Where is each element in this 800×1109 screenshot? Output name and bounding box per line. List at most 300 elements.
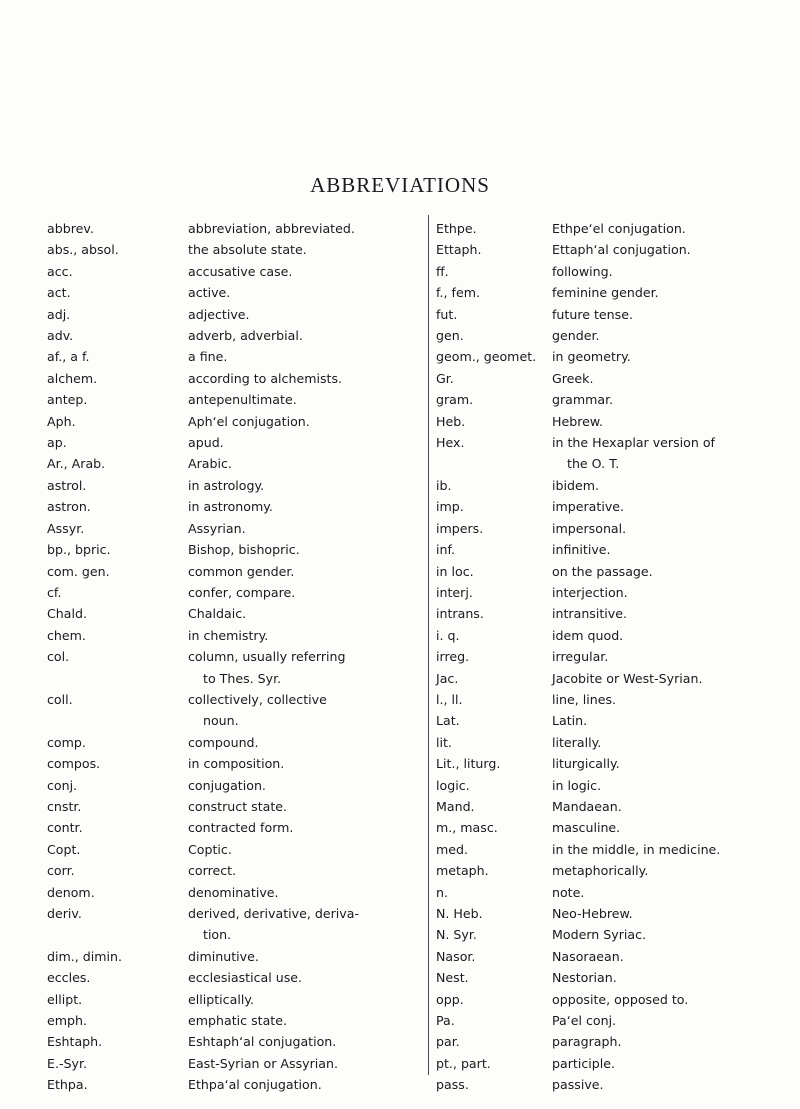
abbreviation-meaning-text: Ethpa‘al conjugation. [188,1077,322,1093]
abbreviation-term: fut. [436,306,458,322]
abbreviation-entry [47,411,425,432]
abbreviation-entry [47,368,425,389]
abbreviation-meaning-text: Coptic. [188,841,232,857]
abbreviation-meaning-text: grammar. [552,392,614,408]
abbreviation-term: alchem. [47,370,98,386]
abbreviation-entry [436,1053,800,1074]
abbreviation-meaning-text: masculine. [552,820,621,836]
abbreviation-entry [47,625,425,646]
abbreviation-meaning-text: ecclesiastical use. [188,970,303,986]
abbreviation-entry [436,325,800,346]
abbreviation-term: par. [436,1034,460,1050]
abbreviation-meaning [552,389,797,410]
abbreviation-meaning [188,432,424,453]
abbreviation-term: logic. [436,777,470,793]
abbreviation-term: acc. [47,263,73,279]
abbreviation-meaning-text: adverb, adverbial. [188,328,303,344]
abbreviation-term: irreg. [436,649,470,665]
abbreviation-term: Copt. [47,841,81,857]
abbreviation-entry [47,218,425,239]
abbreviation-meaning [552,539,797,560]
abbreviation-meaning-text: Greek. [552,370,594,386]
abbreviation-term: Chald. [47,606,87,622]
abbreviation-entry [436,432,800,475]
abbreviation-term: pass. [436,1077,469,1093]
abbreviation-meaning-text: Ethpe‘el conjugation. [552,221,686,236]
abbreviation-meaning [188,368,424,389]
abbreviation-meaning-text: Bishop, bishopric. [188,542,300,558]
abbreviation-meaning [188,282,424,303]
abbreviation-entry [47,732,425,753]
abbreviation-term: Ar., Arab. [47,456,106,472]
abbreviation-meaning [552,325,797,346]
abbreviation-meaning [188,732,424,753]
abbreviation-entry [436,261,800,282]
abbreviation-meaning [552,946,797,967]
abbreviation-term: ib. [436,477,452,493]
abbreviation-meaning-text: East-Syrian or Assyrian. [188,1055,338,1071]
column-divider [428,215,429,1075]
abbreviation-entry [436,882,800,903]
abbreviation-entry [47,753,425,774]
abbreviation-meaning [552,753,797,774]
abbreviation-meaning [188,539,424,560]
abbreviation-entry [436,389,800,410]
abbreviation-meaning-text: common gender. [188,563,295,579]
abbreviation-term: corr. [47,863,75,879]
abbreviation-term: cnstr. [47,798,82,814]
abbreviation-meaning [552,1010,797,1031]
abbreviation-entry [436,518,800,539]
abbreviation-term: metaph. [436,863,489,879]
abbreviation-term: astron. [47,499,91,515]
abbreviation-meaning [188,389,424,410]
abbreviation-term: interj. [436,584,473,600]
abbreviation-meaning-text: on the passage. [552,563,653,579]
abbreviation-meaning [552,839,797,860]
abbreviation-term: gram. [436,392,474,408]
abbreviation-meaning-text: accusative case. [188,263,293,279]
abbreviation-meaning [188,603,424,624]
abbreviation-entry [47,860,425,881]
abbreviation-entry [436,668,800,689]
abbreviation-term: emph. [47,1013,87,1029]
abbreviation-term: n. [436,884,448,900]
abbreviation-meaning-text: adjective. [188,306,250,322]
abbreviation-meaning [188,261,424,282]
abbreviation-meaning [552,882,797,903]
abbreviation-entry [47,561,425,582]
abbreviation-entry [436,839,800,860]
abbreviation-meaning [552,924,797,945]
abbreviation-meaning-text: Hebrew. [552,413,604,429]
abbreviation-entry [436,475,800,496]
abbreviation-entry [436,710,800,731]
abbreviation-meaning [188,946,424,967]
abbreviation-entry [47,796,425,817]
abbreviation-meaning [188,518,424,539]
abbreviation-meaning [552,775,797,796]
abbreviation-meaning-text: Nestorian. [552,970,617,986]
abbreviation-entry [47,453,425,474]
abbreviation-entry [47,689,425,732]
abbreviation-entry [436,732,800,753]
abbreviation-meaning-text: infinitive. [552,542,611,558]
abbreviation-meaning [188,753,424,774]
left-column [47,218,425,1096]
abbreviation-entry [436,796,800,817]
abbreviation-meaning-continued: to Thes. Syr. [203,670,282,686]
abbreviation-entry [436,1074,800,1095]
abbreviation-entry [47,1031,425,1052]
abbreviation-entry [436,924,800,945]
abbreviation-meaning-text: in composition. [188,756,285,772]
abbreviation-term: Aph. [47,413,76,429]
abbreviation-meaning [552,603,797,624]
abbreviation-meaning-text: Mandaean. [552,798,622,814]
abbreviation-entry [47,518,425,539]
abbreviation-term: ellipt. [47,991,83,1007]
abbreviation-term: dim., dimin. [47,948,123,964]
abbreviation-term: intrans. [436,606,484,622]
abbreviation-meaning [188,903,424,946]
abbreviation-entry [47,582,425,603]
abbreviation-term: m., masc. [436,820,498,836]
abbreviation-meaning-text: Latin. [552,713,588,729]
abbreviation-meaning-text: elliptically. [188,991,254,1007]
abbreviation-meaning-text: confer, compare. [188,584,296,600]
abbreviation-meaning-text: construct state. [188,798,288,814]
abbreviation-meaning-text: contracted form. [188,820,294,836]
abbreviation-meaning-text: Aph‘el conjugation. [188,413,310,429]
abbreviation-meaning [188,496,424,517]
abbreviation-term: f., fem. [436,285,480,301]
abbreviation-meaning-text: in astronomy. [188,499,273,515]
abbreviation-entry [47,261,425,282]
abbreviation-meaning [188,1010,424,1031]
abbreviation-meaning-text: collectively, collective [188,691,327,707]
abbreviation-meaning [552,475,797,496]
abbreviation-term: Nasor. [436,948,476,964]
abbreviation-meaning [552,218,797,239]
abbreviation-meaning [188,882,424,903]
abbreviation-entry [47,989,425,1010]
abbreviation-meaning [552,646,797,667]
abbreviation-entry [436,903,800,924]
abbreviation-meaning [188,689,424,732]
abbreviation-meaning [188,1053,424,1074]
abbreviation-term: lit. [436,734,452,750]
abbreviation-meaning-text: compound. [188,734,259,750]
abbreviation-meaning-text: Jacobite or West-Syrian. [552,670,703,686]
abbreviation-term: Mand. [436,798,475,814]
abbreviation-term: eccles. [47,970,91,986]
abbreviation-meaning-continued: noun. [203,713,239,729]
abbreviation-term: Gr. [436,370,454,386]
abbreviation-term: bp., bpric. [47,542,111,558]
abbreviation-meaning-text: according to alchemists. [188,370,343,386]
abbreviation-meaning [188,989,424,1010]
abbreviation-meaning [188,817,424,838]
abbreviation-term: af., a f. [47,349,90,365]
abbreviation-entry [436,239,800,260]
abbreviation-meaning [188,304,424,325]
abbreviation-term: Ethpe. [436,221,477,236]
abbreviation-meaning [188,325,424,346]
abbreviation-meaning-text: following. [552,263,613,279]
abbreviation-meaning [552,796,797,817]
abbreviation-entry [47,603,425,624]
abbreviation-entry [436,967,800,988]
abbreviation-term: i. q. [436,627,460,643]
abbreviation-meaning [552,989,797,1010]
abbreviation-meaning [552,689,797,710]
abbreviation-entry [47,882,425,903]
abbreviation-meaning-text: conjugation. [188,777,266,793]
abbreviation-meaning [188,625,424,646]
abbreviation-term: N. Heb. [436,906,483,921]
abbreviation-entry [436,1010,800,1031]
abbreviation-entry [47,775,425,796]
abbreviation-term: gen. [436,328,464,344]
abbreviation-meaning-text: Chaldaic. [188,606,247,622]
abbreviation-meaning-text: a fine. [188,349,228,365]
abbreviation-meaning [188,218,424,239]
right-column [436,218,800,1096]
abbreviation-meaning-text: emphatic state. [188,1013,287,1029]
abbreviation-entry [436,346,800,367]
abbreviation-meaning [188,860,424,881]
abbreviation-term: Lit., liturg. [436,756,501,772]
abbreviation-meaning [188,239,424,260]
abbreviation-meaning-text: in geometry. [552,349,631,365]
abbreviation-term: l., ll. [436,691,463,707]
abbreviation-meaning-text: Assyrian. [188,520,246,536]
abbreviation-meaning [188,775,424,796]
abbreviation-meaning-text: apud. [188,435,224,451]
abbreviation-meaning [552,903,797,924]
abbreviation-meaning-text: Nasoraean. [552,948,624,964]
abbreviation-term: Assyr. [47,520,85,536]
abbreviation-entry [47,646,425,689]
abbreviation-meaning [552,496,797,517]
abbreviation-entry [436,539,800,560]
abbreviation-meaning [188,582,424,603]
abbreviation-entry [47,432,425,453]
abbreviation-term: contr. [47,820,83,836]
abbreviation-entry [47,1010,425,1031]
abbreviation-meaning-text: ibidem. [552,477,600,493]
abbreviation-meaning [552,239,797,260]
abbreviation-entry [47,1074,425,1095]
abbreviation-entry [47,304,425,325]
abbreviation-entry [47,475,425,496]
abbreviation-meaning [188,475,424,496]
abbreviation-term: act. [47,285,71,301]
abbreviation-meaning-text: irregular. [552,649,609,665]
abbreviation-entry [47,389,425,410]
abbreviation-term: antep. [47,392,88,408]
abbreviation-meaning [552,1074,797,1095]
abbreviation-meaning [552,261,797,282]
abbreviation-meaning-text: paragraph. [552,1034,622,1050]
abbreviation-term: pt., part. [436,1055,491,1071]
abbreviation-meaning-text: Pa‘el conj. [552,1013,617,1029]
abbreviation-entry [436,304,800,325]
abbreviation-term: cf. [47,584,62,600]
abbreviation-meaning-text: active. [188,285,231,301]
abbreviation-meaning [552,967,797,988]
abbreviation-meaning [552,304,797,325]
abbreviation-meaning [552,668,797,689]
abbreviation-entry [47,946,425,967]
abbreviation-term: med. [436,841,469,857]
abbreviation-term: comp. [47,734,86,750]
abbreviation-meaning-text: passive. [552,1077,604,1093]
abbreviation-term: coll. [47,691,73,707]
abbreviation-entry [436,817,800,838]
abbreviation-meaning [552,282,797,303]
abbreviation-entry [436,753,800,774]
abbreviation-term: col. [47,649,70,665]
abbreviation-meaning [552,1031,797,1052]
abbreviation-entry [436,368,800,389]
abbreviation-meaning-text: opposite, opposed to. [552,991,689,1007]
abbreviation-meaning-text: Ettaph‘al conjugation. [552,242,691,258]
abbreviation-meaning-text: line, lines. [552,691,617,707]
abbreviation-entry [47,239,425,260]
abbreviation-meaning-text: note. [552,884,585,900]
abbreviation-entry [47,903,425,946]
abbreviation-term: E.-Syr. [47,1055,87,1071]
abbreviation-meaning-text: Arabic. [188,456,232,472]
abbreviation-entry [436,1031,800,1052]
abbreviation-meaning-text: impersonal. [552,520,627,536]
abbreviation-term: Nest. [436,970,469,986]
abbreviation-meaning-text: liturgically. [552,756,620,772]
abbreviation-meaning-text: in the middle, in medicine. [552,841,721,857]
abbreviation-entry [47,346,425,367]
abbreviation-meaning [188,561,424,582]
abbreviation-meaning-text: in the Hexaplar version of [552,435,715,451]
abbreviation-meaning-text: column, usually referring [188,649,346,665]
abbreviation-meaning-text: in astrology. [188,477,265,493]
abbreviation-meaning-text: antepenultimate. [188,392,297,408]
abbreviation-meaning-text: Neo-Hebrew. [552,906,633,921]
abbreviation-term: deriv. [47,906,82,921]
abbreviation-meaning [552,432,797,475]
abbreviation-meaning-text: Modern Syriac. [552,927,647,943]
abbreviation-meaning [552,1053,797,1074]
abbreviation-term: ff. [436,263,449,279]
abbreviation-entry [47,1053,425,1074]
abbreviation-term: imp. [436,499,464,515]
abbreviation-entry [436,775,800,796]
abbreviation-meaning [552,582,797,603]
abbreviation-term: inf. [436,542,456,558]
abbreviation-meaning [188,967,424,988]
abbreviation-entry [47,839,425,860]
abbreviation-term: N. Syr. [436,927,477,943]
abbreviation-entry [47,325,425,346]
abbreviation-term: astrol. [47,477,87,493]
abbreviation-meaning [552,710,797,731]
abbreviation-entry [436,561,800,582]
abbreviation-term: compos. [47,756,101,772]
abbreviation-term: impers. [436,520,484,536]
abbreviation-entry [436,989,800,1010]
abbreviation-meaning-continued: tion. [203,927,232,943]
abbreviation-meaning-text: in chemistry. [188,627,269,643]
abbreviation-meaning-continued: the O. T. [567,456,620,472]
abbreviation-entry [436,496,800,517]
abbreviation-meaning-text: intransitive. [552,606,627,622]
abbreviation-meaning [188,1074,424,1095]
abbreviation-entry [436,689,800,710]
abbreviation-meaning [188,453,424,474]
abbreviation-term: Ethpa. [47,1077,88,1093]
abbreviation-entry [436,646,800,667]
abbreviation-meaning [188,346,424,367]
abbreviation-term: conj. [47,777,78,793]
abbreviation-meaning-text: feminine gender. [552,285,659,301]
abbreviation-meaning [552,817,797,838]
abbreviation-meaning-text: participle. [552,1055,615,1071]
abbreviation-meaning [552,518,797,539]
abbreviation-meaning-text: interjection. [552,584,628,600]
abbreviation-entry [436,218,800,239]
abbreviation-entry [436,282,800,303]
abbreviation-meaning [552,368,797,389]
abbreviation-meaning-text: in logic. [552,777,602,793]
abbreviation-entry [47,496,425,517]
abbreviation-meaning-text: denominative. [188,884,279,900]
abbreviation-entry [436,625,800,646]
abbreviation-term: in loc. [436,563,474,579]
abbreviation-entry [47,817,425,838]
abbreviation-term: geom., geomet. [436,349,537,365]
abbreviation-meaning [188,1031,424,1052]
abbreviation-term: Heb. [436,413,466,429]
abbreviation-term: denom. [47,884,95,900]
abbreviation-meaning [552,732,797,753]
abbreviation-term: Eshtaph. [47,1034,103,1050]
abbreviation-meaning-text: metaphorically. [552,863,649,879]
abbreviation-meaning-text: gender. [552,328,600,344]
abbreviation-term: abs., absol. [47,242,119,258]
abbreviation-entry [47,282,425,303]
abbreviation-meaning-text: Eshtaph‘al conjugation. [188,1034,337,1050]
abbreviation-term: com. gen. [47,563,110,579]
abbreviation-entry [436,411,800,432]
abbreviation-term: adv. [47,328,74,344]
abbreviation-entry [47,967,425,988]
abbreviation-meaning [188,411,424,432]
abbreviation-meaning-text: abbreviation, abbreviated. [188,221,355,236]
page-title: ABBREVIATIONS [310,173,490,197]
abbreviation-meaning-text: derived, derivative, deriva- [188,906,359,921]
abbreviation-meaning-text: diminutive. [188,948,259,964]
abbreviation-entry [436,582,800,603]
abbreviation-meaning [552,411,797,432]
abbreviation-term: Pa. [436,1013,455,1029]
abbreviation-term: Jac. [436,670,459,686]
abbreviation-term: abbrev. [47,221,94,236]
abbreviation-meaning [552,625,797,646]
abbreviation-term: adj. [47,306,71,322]
abbreviation-entry [47,539,425,560]
abbreviation-meaning [188,839,424,860]
